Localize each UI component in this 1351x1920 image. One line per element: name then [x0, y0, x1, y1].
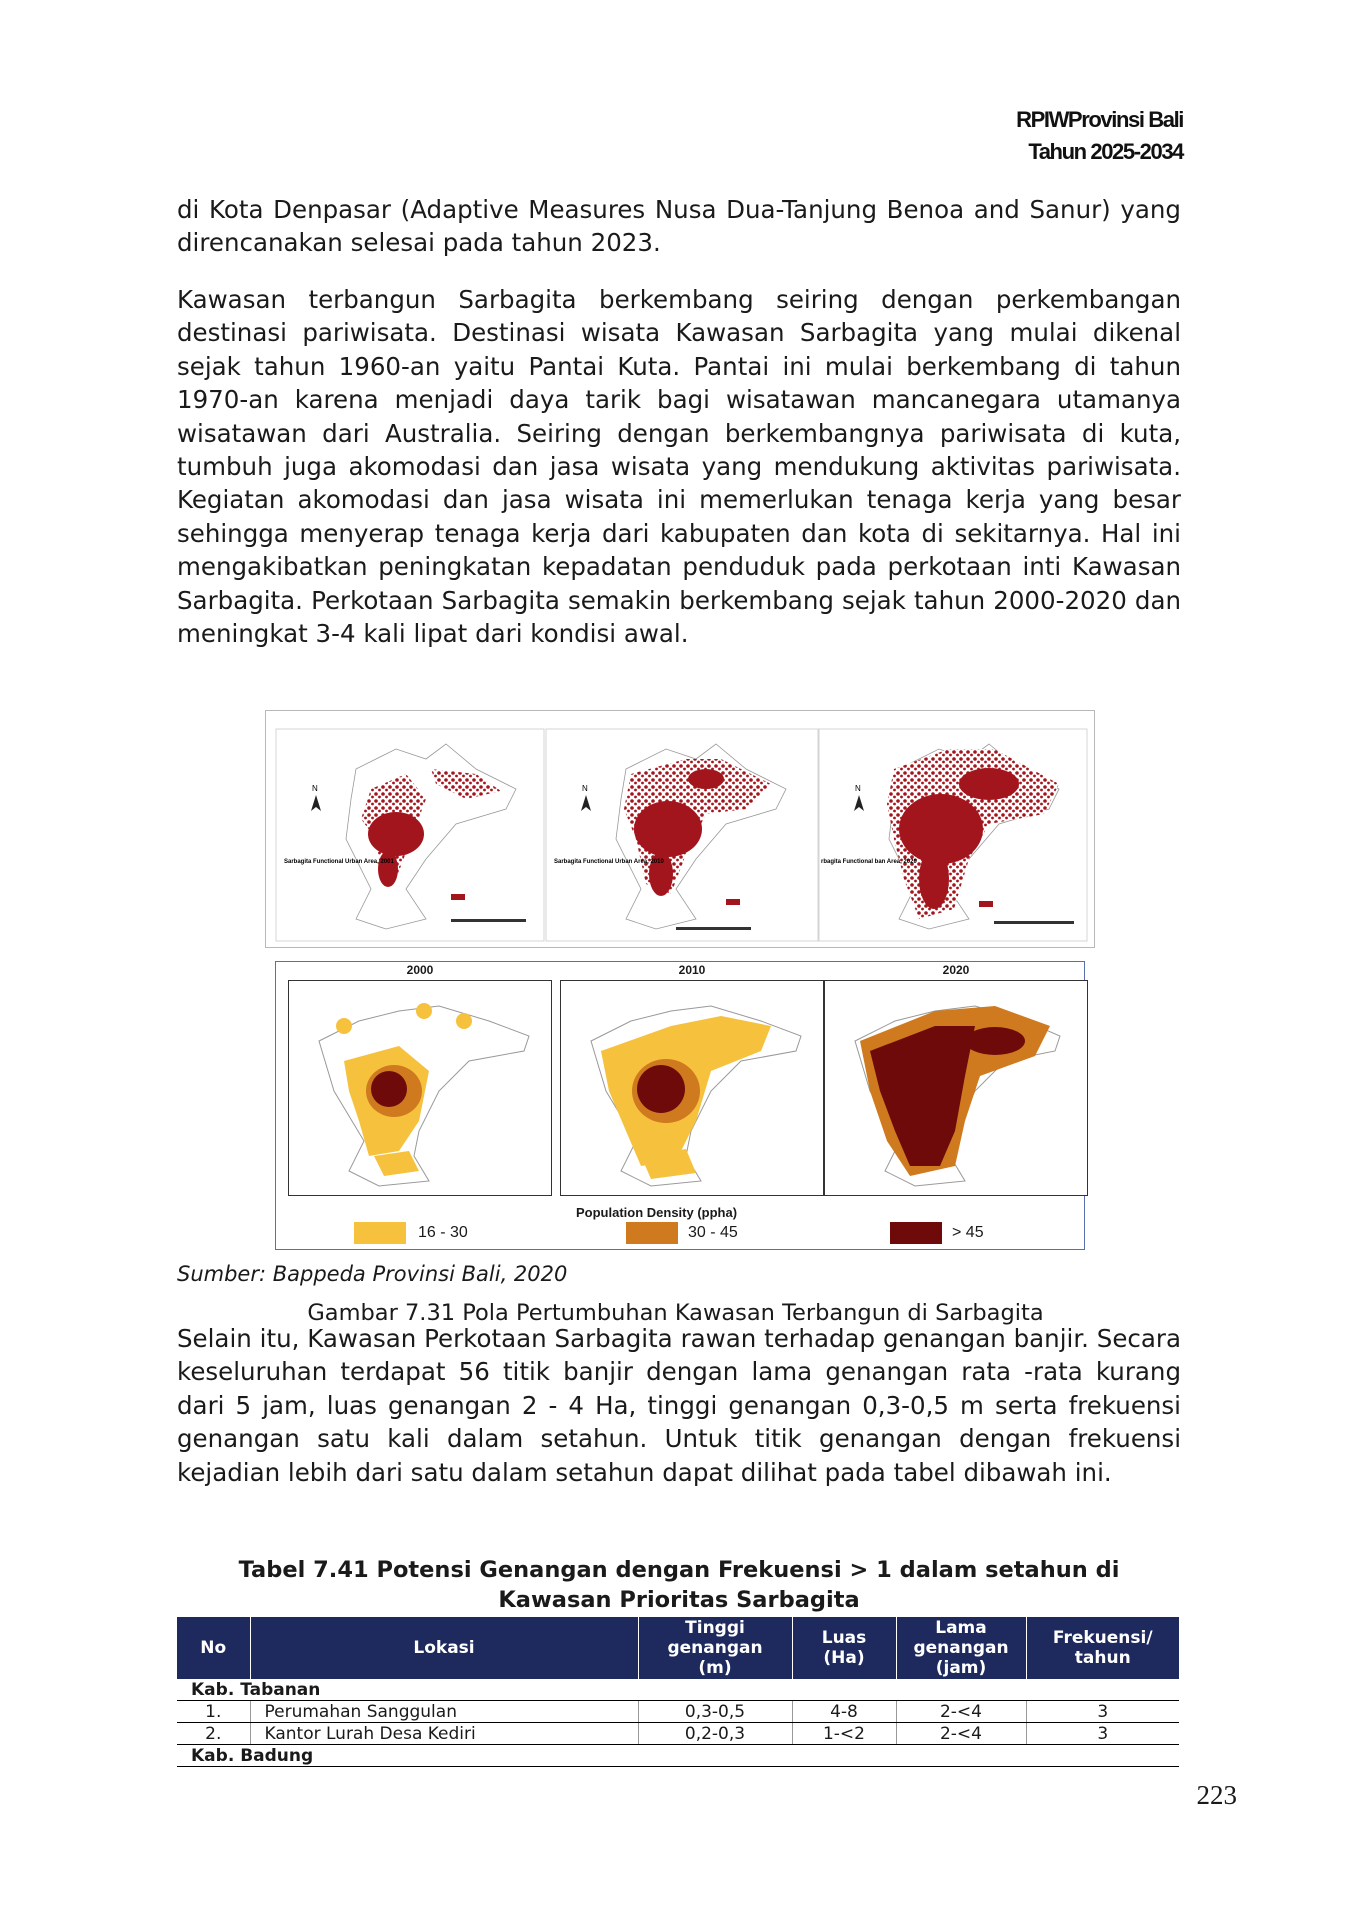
- header-period: Tahun 2025-2034: [1028, 139, 1183, 164]
- map-panel-2020: [819, 729, 1087, 941]
- table-row: [177, 1723, 1179, 1745]
- group-label: Kab. Tabanan: [177, 1679, 1179, 1701]
- paragraph-urban-growth: Kawasan terbangun Sarbagita berkembang seiring dengan perkembangan destinasi pariwisata. Destinasi wisata Kawasan Sarbagita yang mulai dikenal sejak tahun 1960-an yaitu Pantai Kuta. Pantai ini mulai berkembang di tahun 1970-an karena menjadi daya tarik bagi wisatawan mancanegara utamanya wisatawan dari Australia. Seiring dengan berkembangnya pariwisata di kuta, tumbuh juga akomodasi dan jasa wisata yang mendukung aktivitas pariwisata. Kegiatan akomodasi dan jasa wisata ini memerlukan tenaga kerja yang besar sehingga menyerap tenaga kerja dari kabupaten dan kota di sekitarnya. Hal ini mengakibatkan peningkatan kepadatan penduduk pada perkotaan inti Kawasan Sarbagita. Perkotaan Sarbagita semakin berkembang sejak tahun 2000-2020 dan meningkat 3-4 kali lipat dari kondisi awal.: [177, 285, 1181, 649]
- header-frekuensi-line: Frekuensi/: [1052, 1628, 1153, 1648]
- paragraph-intro: di Kota Denpasar (Adaptive Measures Nusa Dua-Tanjung Benoa and Sanur) yang direncanakan selesai pada tahun 2023.: [177, 195, 1181, 258]
- header-lokasi: Lokasi: [250, 1617, 638, 1679]
- cell-no: 2.: [177, 1723, 250, 1745]
- cell-frekuensi: 3: [1026, 1701, 1179, 1723]
- header-title: RPIWProvinsi Bali: [1016, 107, 1183, 132]
- scale-bar-icon: [451, 919, 526, 922]
- cell-lokasi: Perumahan Sanggulan: [250, 1701, 638, 1723]
- north-arrow-label: N: [312, 784, 318, 793]
- map-panel-2001: [276, 729, 544, 941]
- header-luas: [792, 1617, 896, 1679]
- table-row: [177, 1701, 1179, 1723]
- map-panel-2010: [546, 729, 818, 941]
- year-label-2000: 2000: [406, 963, 434, 977]
- map-title-2010: Sarbagita Functional Urban Area, 2010: [554, 859, 664, 865]
- group-label: Kab. Badung: [177, 1745, 1179, 1767]
- north-arrow-label: N: [582, 784, 588, 793]
- header-lama-line: genangan: [913, 1638, 1009, 1658]
- cell-no: 1.: [177, 1701, 250, 1723]
- density-map-2010: [560, 980, 824, 1196]
- table-header-row: [177, 1617, 1179, 1679]
- header-lama-line: (jam): [935, 1658, 987, 1678]
- legend-swatch-urban: [451, 894, 465, 900]
- header-lama-line: Lama: [935, 1618, 987, 1638]
- legend-label-mid: 30 - 45: [688, 1224, 738, 1241]
- cell-frekuensi: 3: [1026, 1723, 1179, 1745]
- cell-lama: 2-<4: [896, 1723, 1026, 1745]
- legend-label-high: > 45: [952, 1224, 984, 1241]
- map-title-2001: Sarbagita Functional Urban Area, 2001: [284, 859, 394, 865]
- figure-urban-footprint-maps: [265, 710, 1095, 948]
- header-tinggi-line: (m): [698, 1658, 732, 1678]
- table-group-row: [177, 1679, 1179, 1701]
- legend-label-low: 16 - 30: [418, 1224, 468, 1241]
- figure-population-density-maps: [275, 961, 1085, 1250]
- header-lama: [896, 1617, 1026, 1679]
- cell-lama: 2-<4: [896, 1701, 1026, 1723]
- header-no: No: [177, 1617, 250, 1679]
- figure-caption: Gambar 7.31 Pola Pertumbuhan Kawasan Terbangun di Sarbagita: [307, 1300, 1044, 1326]
- urban-footprint-maps-svg: [266, 711, 1094, 947]
- paragraph-flood: Selain itu, Kawasan Perkotaan Sarbagita rawan terhadap genangan banjir. Secara keseluruhan terdapat 56 titik banjir dengan lama genangan rata -rata kurang dari 5 jam, luas genangan 2 - 4 Ha, tinggi genangan 0,3-0,5 m serta frekuensi genangan satu kali dalam setahun. Untuk titik genangan dengan frekuensi kejadian lebih dari satu dalam setahun dapat dilihat pada tabel dibawah ini.: [177, 1324, 1181, 1487]
- figure-source: Sumber: Bappeda Provinsi Bali, 2020: [177, 1262, 568, 1286]
- cell-tinggi: 0,2-0,3: [638, 1723, 792, 1745]
- legend-swatch-low: [354, 1222, 406, 1244]
- year-label-2020: 2020: [942, 963, 970, 977]
- header-tinggi-line: genangan: [667, 1638, 763, 1658]
- header-luas-line: Luas: [821, 1628, 867, 1648]
- document-header: [1016, 104, 1183, 168]
- page-number: 223: [1196, 1780, 1237, 1810]
- header-tinggi-line: Tinggi: [685, 1618, 745, 1638]
- cell-luas: 4-8: [792, 1701, 896, 1723]
- flood-table: [177, 1617, 1179, 1767]
- header-tinggi: [638, 1617, 792, 1679]
- cell-lokasi: Kantor Lurah Desa Kediri: [250, 1723, 638, 1745]
- scale-bar-icon: [676, 927, 751, 930]
- legend-swatch-high: [890, 1222, 942, 1244]
- table-group-row: [177, 1745, 1179, 1767]
- table-title: [177, 1555, 1181, 1615]
- density-map-2000: [288, 980, 552, 1196]
- map-title-2020: rbagita Functional ban Area, 2020: [821, 859, 917, 865]
- header-frekuensi: [1026, 1617, 1179, 1679]
- density-map-2020: [824, 980, 1088, 1196]
- cell-tinggi: 0,3-0,5: [638, 1701, 792, 1723]
- table-title-line1: Tabel 7.41 Potensi Genangan dengan Frekuensi > 1 dalam setahun di: [238, 1557, 1120, 1583]
- legend-swatch-mid: [626, 1222, 678, 1244]
- scale-bar-icon: [994, 921, 1074, 924]
- legend-swatch-urban: [726, 899, 740, 905]
- header-frekuensi-line: tahun: [1074, 1648, 1131, 1668]
- table-title-line2: Kawasan Prioritas Sarbagita: [498, 1587, 860, 1613]
- cell-luas: 1-<2: [792, 1723, 896, 1745]
- legend-swatch-urban: [979, 901, 993, 907]
- year-label-2010: 2010: [678, 963, 706, 977]
- north-arrow-label: N: [855, 784, 861, 793]
- legend-title: Population Density (ppha): [576, 1205, 738, 1220]
- header-luas-line: (Ha): [823, 1648, 865, 1668]
